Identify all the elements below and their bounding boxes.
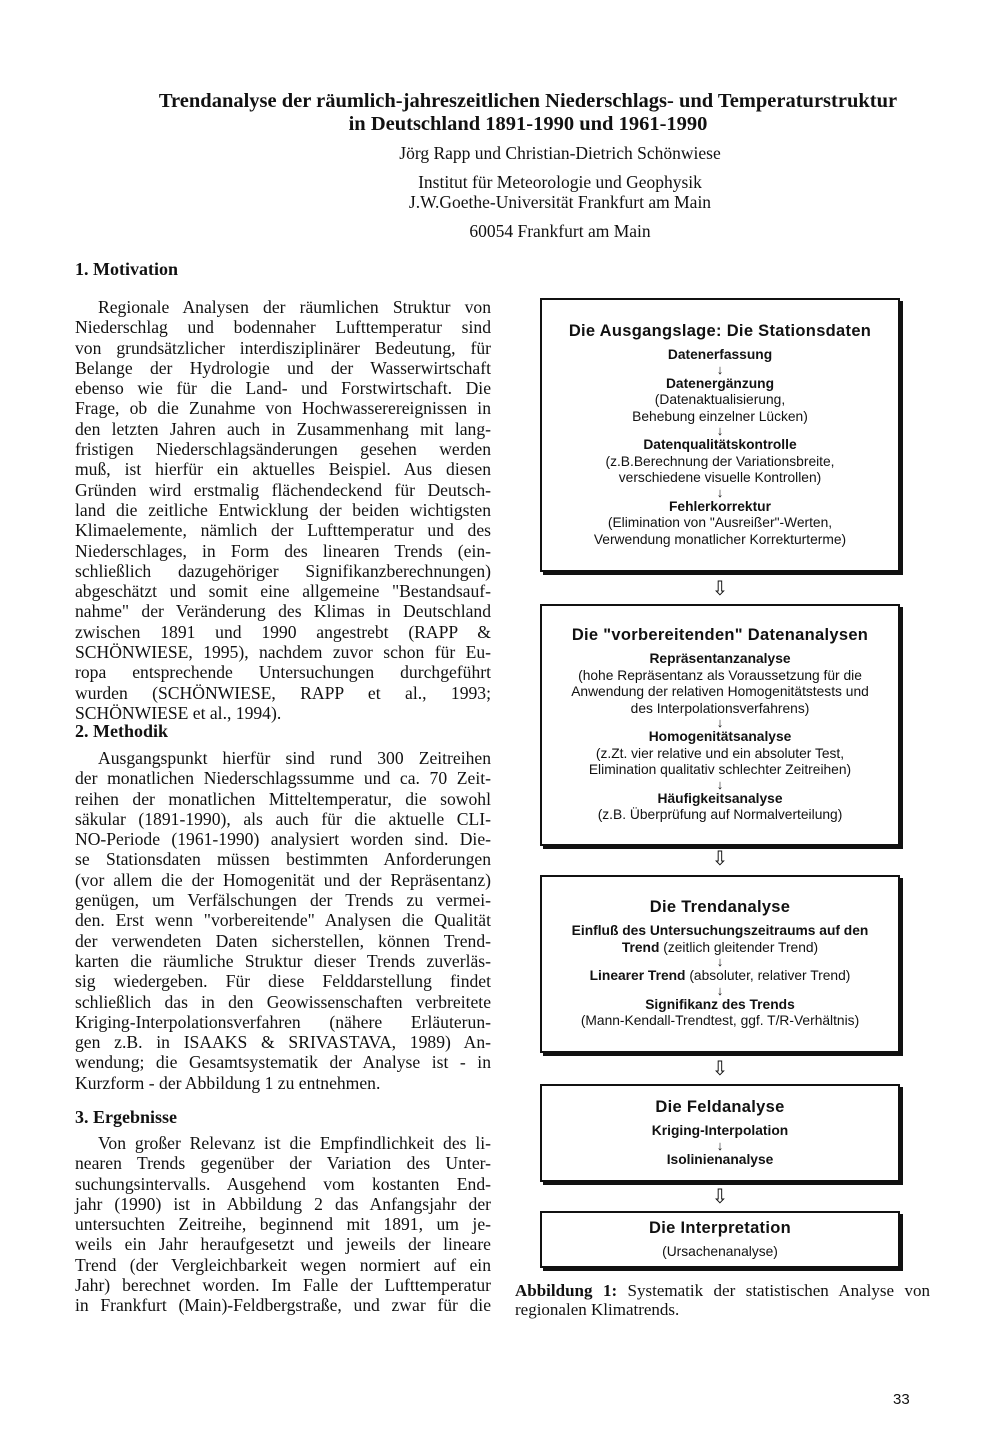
step-detail: (z.Zt. vier relative und ein absoluter Test, <box>595 745 845 761</box>
flow-arrow-icon: ⇩ <box>711 846 729 870</box>
flow-arrow-icon: ⇩ <box>711 1184 729 1208</box>
text-line: Jahr) berechnet worden. Im Falle der Lufttemperatur <box>75 1275 491 1296</box>
text-line: der verwendeten Daten sicherstellen, können Trend- <box>75 930 491 951</box>
authors: Jörg Rapp und Christian-Dietrich Schönwiese <box>399 143 721 163</box>
step-label: Datenergänzung <box>665 375 775 391</box>
text-line: den letzten Jahren auch in Zusammenhang mit lang- <box>75 418 491 439</box>
step-detail: verschiedene visuelle Kontrollen) <box>618 470 822 485</box>
arrow-down-icon: ↓ <box>716 1137 724 1153</box>
step-detail: Anwendung der relativen Homogenitätstests und <box>571 684 869 700</box>
text-line: Regionale Analysen der räumlichen Struktur von <box>98 297 491 317</box>
step-label: Signifikanz des Trends <box>645 996 795 1012</box>
section-heading: 1. Motivation <box>75 259 178 279</box>
text-line: Ausgangspunkt hierfür sind rund 300 Zeitreihen <box>98 748 491 768</box>
step-detail: (z.B.Berechnung der Variationsbreite, <box>605 453 835 469</box>
step-detail: Behebung einzelner Lücken) <box>632 408 808 424</box>
text-line: schließlich dazugehöriger Signifikanzberechnungen) <box>75 560 491 581</box>
text-line: den. Erst wenn "vorbereitende" Analysen die Qualität <box>75 910 491 931</box>
text-line: gen z.B. in ISAAKS & SRIVASTAVA, 1989) An- <box>75 1032 491 1053</box>
text-line: genügen, um Verfälschungen der Trends zu vermei- <box>75 890 491 911</box>
text-line: reihen der monatlichen Mitteltemperatur, die sowohl <box>75 788 491 809</box>
text-line: SCHÖNWIESE et al., 1994). <box>75 702 282 723</box>
section-heading: 2. Methodik <box>75 721 169 741</box>
step-detail: (Ursachenanalyse) <box>662 1243 778 1259</box>
text-line: SCHÖNWIESE, 1995), nachdem zuvor schon für Eu- <box>75 642 491 663</box>
arrow-down-icon: ↓ <box>716 484 724 500</box>
step-label: Isolinienanalyse <box>666 1151 774 1167</box>
text-line: Kriging-Interpolationsverfahren (nähere Erläuterun- <box>75 1011 491 1032</box>
step-detail: (hohe Repräsentanz als Voraussetzung für die <box>578 667 862 683</box>
step-detail: Verwendung monatlicher Korrekturterme) <box>593 531 847 547</box>
step-label: Datenqualitätskontrolle <box>643 437 797 452</box>
step-detail: (z.B. Überprüfung auf Normalverteilung) <box>597 807 843 823</box>
text-line: land die zeitliche Entwicklung der beiden wichtigsten <box>75 499 491 520</box>
arrow-down-icon: ↓ <box>716 982 724 998</box>
step-label: Trend (zeitlich gleitender Trend) <box>621 939 819 955</box>
text-line: Von großer Relevanz ist die Empfindlichkeit des li- <box>98 1133 491 1153</box>
flow-arrow-icon: ⇩ <box>711 576 729 600</box>
text-line: karten die räumliche Struktur dieser Trends zuverläs- <box>75 950 491 971</box>
step-detail: des Interpolationsverfahrens) <box>630 700 810 716</box>
page-number: 33 <box>893 1391 910 1408</box>
text-line: fristigen Niederschlagsänderungen gesehen werden <box>75 439 491 460</box>
box-title: Die "vorbereitenden" Datenanalysen <box>571 626 869 645</box>
step-detail: (Elimination von "Ausreißer"-Werten, <box>607 515 833 530</box>
text-line: wendung; die Gesamtsystematik der Analyse ist - in <box>75 1052 491 1073</box>
step-label: Häufigkeitsanalyse <box>657 790 783 806</box>
text-line: nahme" der Veränderung des Klimas in Deutschland <box>75 601 491 622</box>
flowchart-box <box>540 1211 900 1268</box>
text-line: untersuchten Zeitreihe, beginnend mit 1891, um je- <box>75 1214 491 1235</box>
text-line: von grundsätzlicher interdisziplinärer Bedeutung, für <box>75 337 491 358</box>
figure-caption: Abbildung 1: Systematik der statistischen Analyse von regionalen Klimatrends. <box>515 1281 930 1319</box>
section-body <box>75 297 491 723</box>
section-body <box>75 1133 491 1316</box>
box-title: Die Trendanalyse <box>649 898 791 917</box>
arrow-down-icon: ↓ <box>716 776 724 792</box>
step-label: Homogenitätsanalyse <box>648 729 792 745</box>
text-line: se Stationsdaten müssen bestimmten Anforderungen <box>75 849 491 870</box>
text-line: Frage, ob die Zunahme von Hochwasserereignissen in <box>75 398 491 419</box>
box-title: Die Ausgangslage: Die Stationsdaten <box>568 322 872 340</box>
text-line: der monatlichen Niederschlagssumme und ca. 70 Zeit- <box>75 768 491 789</box>
paper-title: Trendanalyse der räumlich-jahreszeitlichen Niederschlags- und Temperaturstruktur in Deutschland 1891-1990 und 1961-1990 <box>158 90 898 135</box>
text-line: nearen Trends gegenüber der Variation des Unter- <box>75 1153 491 1174</box>
step-label: Einfluß des Untersuchungszeitraums auf den <box>571 923 869 939</box>
address: 60054 Frankfurt am Main <box>469 221 651 241</box>
text-line: sig wiedergeben. Für diese Felddarstellung findet <box>75 971 491 992</box>
text-line: Belange der Hydrologie und der Wasserwirtschaft <box>75 357 491 378</box>
arrow-down-icon: ↓ <box>716 361 724 377</box>
text-line: muß, ist hierfür ein aktuelles Beispiel. Aus diesen <box>75 459 491 480</box>
step-label: Datenerfassung <box>667 347 773 362</box>
text-line: Gründen wird erstmalig flächendeckend für Deutsch- <box>75 479 491 500</box>
text-line: suchungsintervalls. Ausgehend vom kostanten End- <box>75 1173 491 1194</box>
text-line: ropa entsprechende Untersuchungen durchgeführt <box>75 662 491 683</box>
text-line: zwischen 1891 und 1990 angestrebt (RAPP & <box>75 621 491 642</box>
text-line: NO-Periode (1961-1990) analysiert worden sind. Die- <box>75 829 491 850</box>
step-detail: Elimination qualitativ schlechter Zeitreihen) <box>588 762 852 778</box>
text-line: Klimaelemente, nämlich der Lufttemperatur und des <box>75 520 491 541</box>
step-detail: (Mann-Kendall-Trendtest, ggf. T/R-Verhältnis) <box>580 1013 860 1029</box>
text-line: in Frankfurt (Main)-Feldbergstraße, und zwar für die <box>75 1295 491 1316</box>
section-body <box>75 748 491 1093</box>
text-line: jahr (1990) ist in Abbildung 2 das Anfangsjahr der <box>75 1193 491 1214</box>
flow-arrow-icon: ⇩ <box>711 1056 729 1080</box>
text-line: Niederschlag und bodennaher Lufttemperatur sind <box>75 317 491 338</box>
arrow-down-icon: ↓ <box>716 715 724 731</box>
text-line: säkular (1891-1990), als auch für die aktuelle CLI- <box>75 808 491 829</box>
text-line: abgeschätzt und somit eine allgemeine "Bestandsauf- <box>75 581 491 602</box>
text-line: Kurzform - der Abbildung 1 zu entnehmen. <box>75 1072 381 1093</box>
flowchart-box <box>540 604 900 846</box>
section-heading: 3. Ergebnisse <box>75 1107 178 1127</box>
text-line: Niederschlages, in Form des linearen Trends (ein- <box>75 540 491 561</box>
box-title: Die Interpretation <box>648 1218 791 1237</box>
arrow-down-icon: ↓ <box>716 954 724 970</box>
step-label: Kriging-Interpolation <box>651 1123 789 1138</box>
step-label: Linearer Trend (absoluter, relativer Trend) <box>589 968 851 984</box>
step-detail: (Datenaktualisierung, <box>654 392 786 407</box>
box-title: Die Feldanalyse <box>655 1098 785 1116</box>
text-line: (vor allem die der Homogenität und der Repräsentanz) <box>75 869 491 890</box>
text-line: wurden (SCHÖNWIESE, RAPP et al., 1993; <box>75 682 491 703</box>
flowchart-box <box>540 298 900 572</box>
flowchart-box <box>540 1084 900 1182</box>
step-label: Repräsentanzanalyse <box>649 651 791 667</box>
text-line: schließlich das in den Geowissenschaften verbreitete <box>75 991 491 1012</box>
text-line: weils ein Jahr heraufgesetzt und jeweils der lineare <box>75 1234 491 1255</box>
institute: Institut für Meteorologie und Geophysik <box>418 172 702 192</box>
text-line: Trend (der Vergleichbarkeit wegen normiert auf ein <box>75 1254 491 1275</box>
university: J.W.Goethe-Universität Frankfurt am Main <box>408 192 712 212</box>
step-label: Fehlerkorrektur <box>669 498 771 514</box>
text-line: ebenso wie für die Land- und Forstwirtschaft. Die <box>75 378 491 399</box>
arrow-down-icon: ↓ <box>716 423 724 438</box>
flowchart-box <box>540 875 900 1053</box>
